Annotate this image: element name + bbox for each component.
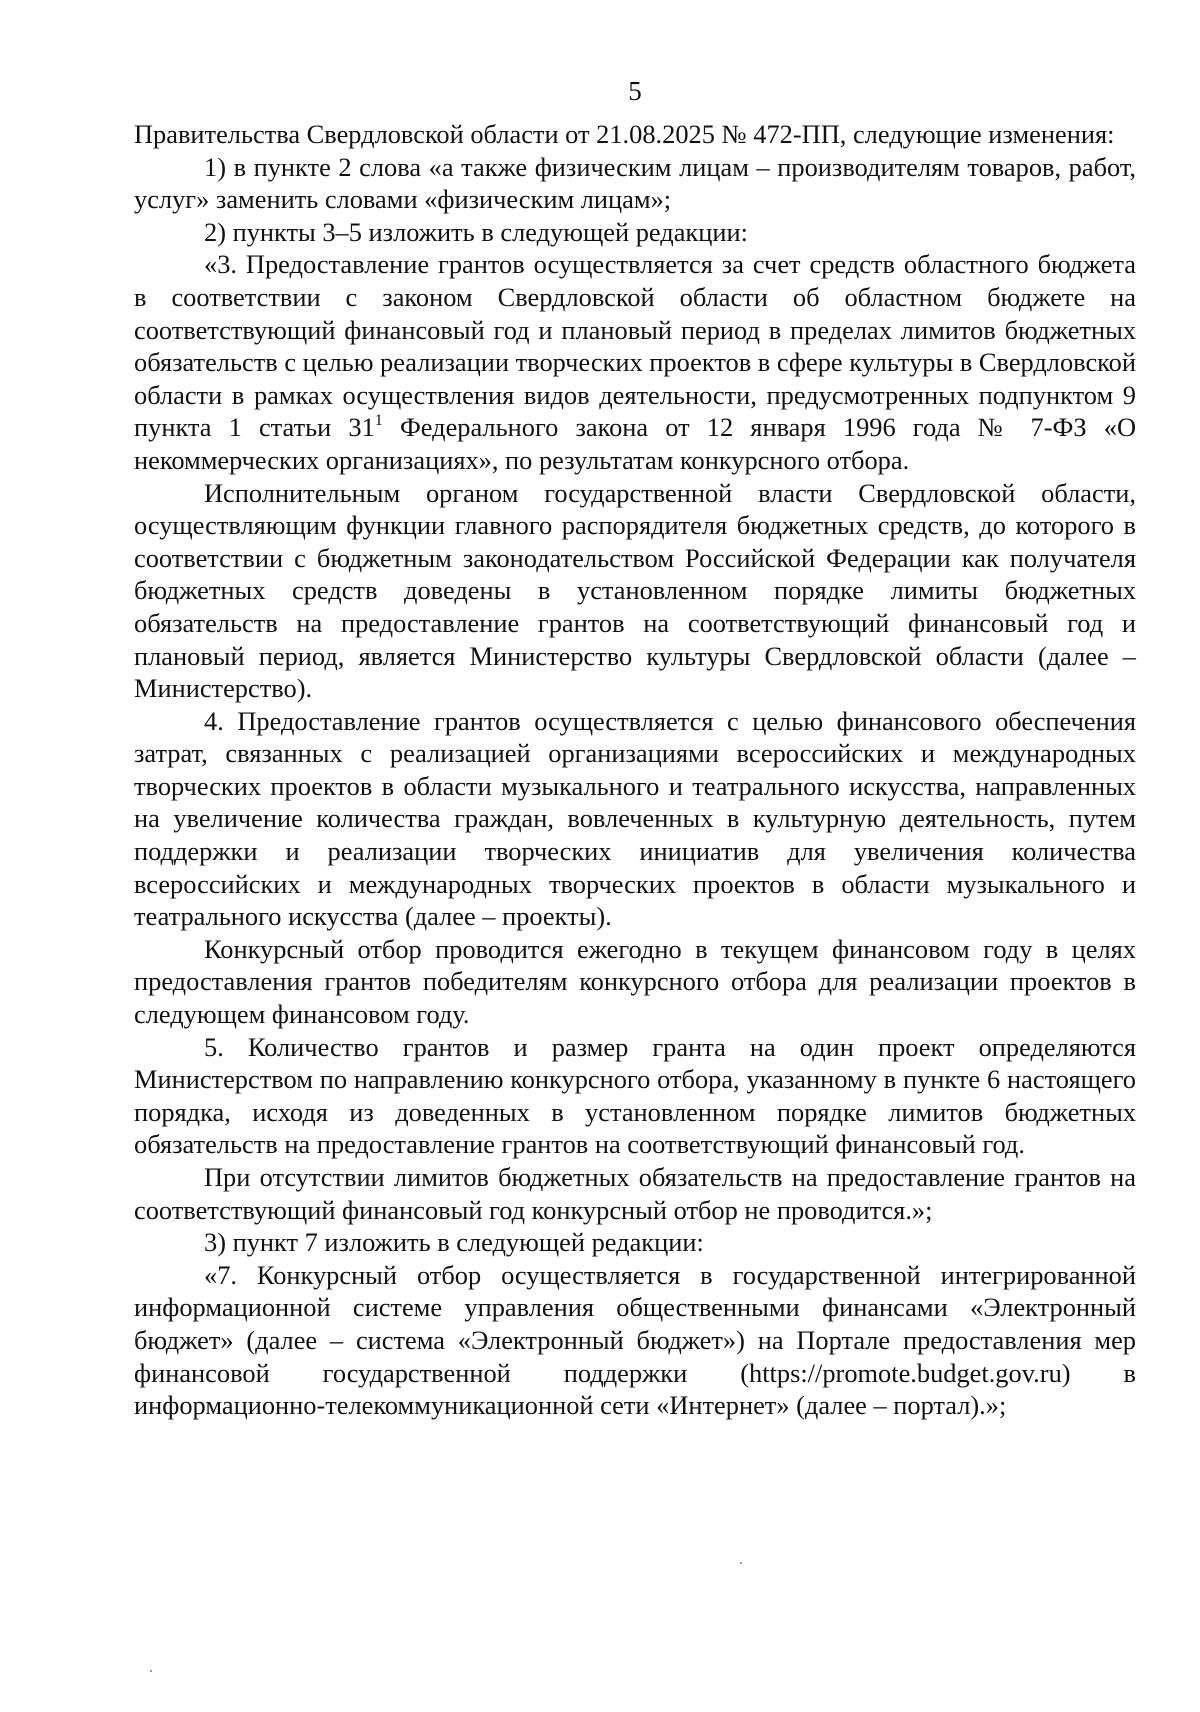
paragraph-clause-3 [134, 248, 1136, 476]
paragraph-amendment-1: 1) в пункте 2 слова «а также физическим лицам – производителям товаров, работ, услуг» заменить словами «физическим лицам»; [134, 151, 1136, 215]
document-body [134, 118, 1136, 1422]
paragraph-amendment-3: 3) пункт 7 изложить в следующей редакции: [204, 1227, 704, 1258]
clause-3-text: «3. Предоставление грантов осуществляется за счет средств областного бюджета в соответствии с законом Свердловской области об областном бюджете на соответствующий финансовый год и плановый период в пределах лимитов бюджетных обязательств с целью реализации творческих проектов в сфере культуры в Свердловской области в рамках осуществления видов деятельности, предусмотренных подпунктом 9 пункта 1 статьи 31 [134, 249, 1136, 443]
paragraph-clause-7: «7. Конкурсный отбор осуществляется в государственной интегрированной информационной системе управления общественными финансами «Электронный бюджет» (далее – система «Электронный бюджет») на Портале предоставления мер финансовой государственной поддержки (https://promote.budget.gov.ru) в информационно-телекоммуникационной сети «Интернет» (далее – портал).»; [134, 1259, 1136, 1421]
article-superscript: 1 [374, 412, 383, 430]
clause-3-text-end: Федерального закона от 12 января 1996 года № 7-ФЗ «О некоммерческих организациях», по результатам конкурсного отбора. [134, 412, 1137, 475]
paragraph-selection-timing: Конкурсный отбор проводится ежегодно в текущем финансовом году в целях предоставления грантов победителям конкурсного отбора для реализации проектов в следующем финансовом году. [134, 933, 1136, 1030]
paragraph-amendment-2: 2) пункты 3–5 изложить в следующей редакции: [204, 216, 748, 247]
scan-speck [740, 1562, 742, 1564]
paragraph-intro: Правительства Свердловской области от 21.08.2025 № 472-ПП, следующие изменения: [134, 119, 1115, 149]
paragraph-executive-body: Исполнительным органом государственной власти Свердловской области, осуществляющим функции главного распорядителя бюджетных средств, до которого в соответствии с бюджетным законодательством Российской Федерации как получателя бюджетных средств доведены в установленном порядке лимиты бюджетных обязательств на предоставление грантов на соответствующий финансовый год и плановый период, является Министерство культуры Свердловской области (далее – Министерство). [134, 477, 1136, 704]
paragraph-no-limits: При отсутствии лимитов бюджетных обязательств на предоставление грантов на соответствующий финансовый год конкурсный отбор не проводится.»; [134, 1162, 1136, 1225]
page-number: 5 [628, 76, 642, 106]
paragraph-clause-4: 4. Предоставление грантов осуществляется с целью финансового обеспечения затрат, связанных с реализацией организациями всероссийских и международных творческих проектов в области музыкального и театрального искусства, направленных на увеличение количества граждан, вовлеченных в культурную деятельность, путем поддержки и реализации творческих инициатив для увеличения количества всероссийских и международных творческих проектов в области музыкального и театрального искусства (далее – проекты). [134, 705, 1136, 932]
paragraph-clause-5: 5. Количество грантов и размер гранта на один проект определяются Министерством по направлению конкурсного отбора, указанному в пункте 6 настоящего порядка, исходя из доведенных в установленном порядке лимитов бюджетных обязательств на предоставление грантов на соответствующий финансовый год. [134, 1031, 1136, 1160]
scan-speck [150, 1670, 152, 1672]
